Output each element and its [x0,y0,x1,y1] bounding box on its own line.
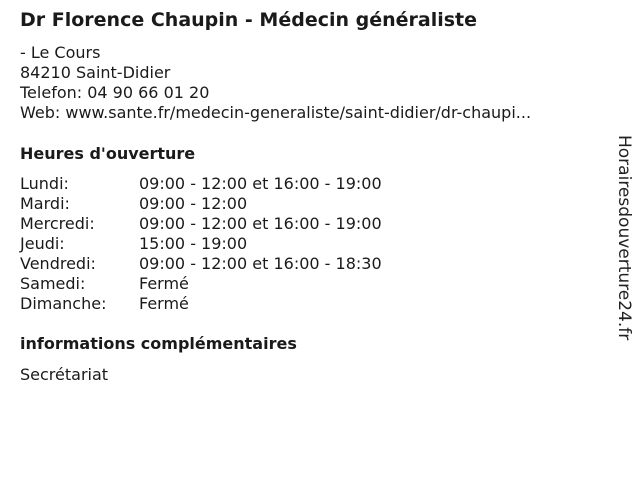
hours-row-vendredi [20,254,382,274]
day-hours: 09:00 - 12:00 et 16:00 - 19:00 [139,174,382,193]
hours-row-samedi [20,274,382,294]
day-label: Lundi: [20,174,69,193]
hours-table [20,174,382,314]
day-hours: 09:00 - 12:00 et 16:00 - 18:30 [139,254,382,273]
hours-heading: Heures d'ouverture [20,144,196,163]
hours-row-mercredi [20,214,382,234]
day-label: Mardi: [20,194,70,213]
day-hours: Fermé [139,274,189,293]
site-watermark: Horairesdouverture24.fr [614,135,634,341]
day-hours: Fermé [139,294,189,313]
day-label: Samedi: [20,274,86,293]
hours-row-lundi [20,174,382,194]
day-hours: 09:00 - 12:00 [139,194,248,213]
hours-row-dimanche [20,294,382,314]
day-label: Mercredi: [20,214,95,233]
day-label: Dimanche: [20,294,107,313]
hours-row-mardi [20,194,382,214]
info-text: Secrétariat [20,365,109,384]
phone-number: Telefon: 04 90 66 01 20 [20,83,210,102]
day-hours: 09:00 - 12:00 et 16:00 - 19:00 [139,214,382,233]
info-heading: informations complémentaires [20,334,297,353]
day-label: Vendredi: [20,254,96,273]
address-street: - Le Cours [20,43,101,62]
website-link[interactable]: Web: www.sante.fr/medecin-generaliste/saint-didier/dr-chaupi... [20,103,532,122]
address-block [20,43,531,123]
hours-row-jeudi [20,234,382,254]
address-city: 84210 Saint-Didier [20,63,171,82]
day-label: Jeudi: [20,234,65,253]
page-title: Dr Florence Chaupin - Médecin généraliste [20,9,478,31]
day-hours: 15:00 - 19:00 [139,234,248,253]
